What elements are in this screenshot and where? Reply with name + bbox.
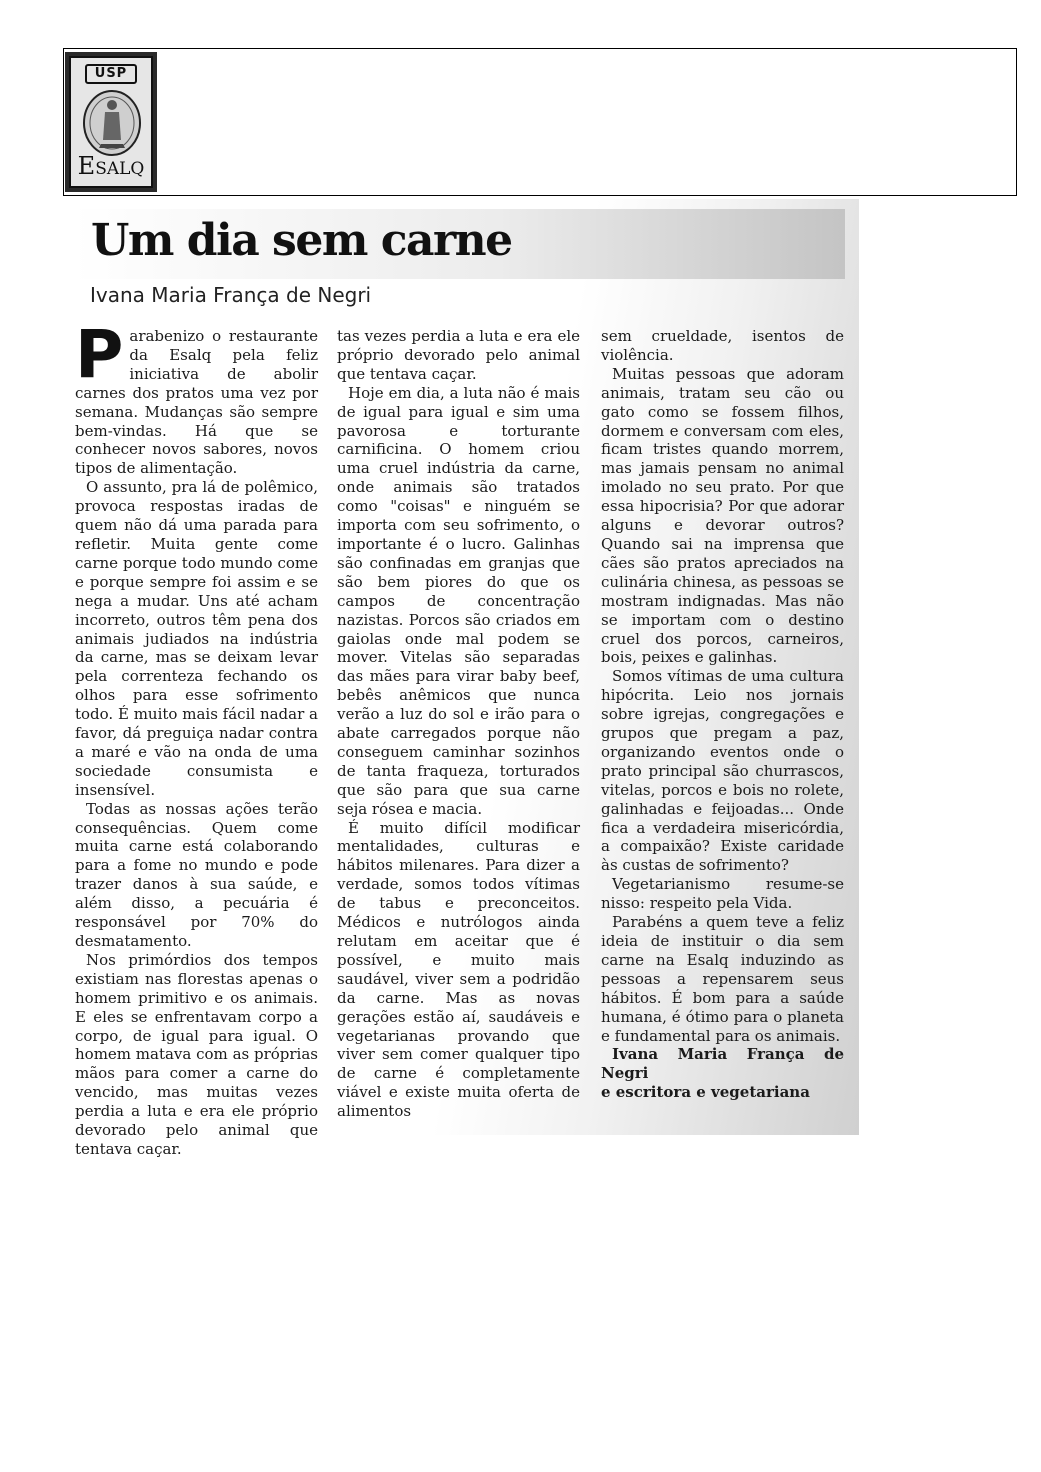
paragraph-continued: tas vezes perdia a luta e era ele próprio devorado pelo animal que tentava caçar. bbox=[337, 327, 580, 383]
article bbox=[73, 199, 859, 1158]
paragraph: O assunto, pra lá de polêmico, provoca respostas iradas de quem não dá uma parada para refletir. Muita gente come carne porque todo mundo come e porque sempre foi assim e se nega a mudar. Uns até acham incorreto, outros têm pena dos animais judiados na indústria da carne, mas se deixam levar pela correnteza fechando os olhos para esse sofrimento todo. É muito mais fácil nadar a favor, dá preguiça nadar contra a maré e vão na onda de uma sociedade consumista e insensível. bbox=[75, 478, 318, 799]
paragraph: Nos primórdios dos tempos existiam nas florestas apenas o homem primitivo e os animais. E eles se enfrentavam corpo a corpo, de igual para igual. O homem matava com as próprias mãos para comer a carne do vencido, mas muitas vezes perdia a luta e era ele próprio devorado pelo animal que tentava caçar. bbox=[75, 950, 318, 1158]
paragraph: Vegetarianismo resume-se nisso: respeito pela Vida. bbox=[601, 875, 844, 913]
article-column-1 bbox=[75, 316, 318, 1158]
article-title: Um dia sem carne bbox=[91, 215, 512, 266]
header-frame bbox=[63, 48, 1017, 196]
article-byline: Ivana Maria França de Negri bbox=[90, 283, 372, 307]
paragraph: É muito difícil modificar mentalidades, culturas e hábitos milenares. Para dizer a verdade, somos todos vítimas de tabus e preconceitos. Médicos e nutrólogos ainda relutam em aceitar que é possível, e muito mais saudável, viver sem a podridão da carne. Mas as novas gerações estão aí, saudáveis e vegetarianas provando que viver sem comer qualquer tipo de carne é completamente viável e existe muita oferta de alimentos bbox=[337, 818, 580, 1121]
paragraph: Hoje em dia, a luta não é mais de igual para igual e sim uma pavorosa e torturante carnificina. O homem criou uma cruel indústria da carne, onde animais são tratados como "coisas" e ninguém se importa com seu sofrimento, o importante é o lucro. Galinhas são confinadas em granjas que são bem piores do que os campos de concentração nazistas. Porcos são criados em gaiolas onde mal podem se mover. Vitelas são separadas das mães para virar baby beef, bebês anêmicos que nunca verão a luz do sol e irão para o abate carregados porque não conseguem caminhar sozinhos de tanta fraqueza, torturados que são para que sua carne seja rósea e macia. bbox=[337, 383, 580, 818]
paragraph-continued: sem crueldade, isentos de violência. bbox=[601, 327, 844, 364]
article-column-3 bbox=[601, 327, 844, 1102]
paragraph: Somos vítimas de uma cultura hipócrita. Leio nos jornais sobre igrejas, congregações e grupos que pregam a paz, organizando eventos onde o prato principal são churrascos, vitelas, porcos e bois no rolete, galinhadas e feijoadas... Onde fica a verdadeira misericórdia, a compaixão? Existe caridade às custas de sofrimento? bbox=[601, 667, 844, 875]
esalq-logo bbox=[65, 52, 157, 192]
paragraph: Muitas pessoas que adoram animais, tratam seu cão ou gato como se fossem filhos, dormem e conversam com eles, ficam tristes quando morrem, mas jamais pensam no animal imolado no seu prato. Por que essa hipocrisia? Por que adorar alguns e devorar outros? Quando sai na imprensa que cães são pratos apreciados na culinária chinesa, as pessoas se mostram indignadas. Mas não se importam com o destino cruel dos porcos, carneiros, bois, peixes e galinhas. bbox=[601, 364, 844, 667]
logo-usp-text: USP bbox=[85, 64, 137, 84]
logo-panel bbox=[69, 56, 153, 188]
lead-paragraph: Parabenizo o restaurante da Esalq pela feliz iniciativa de abolir carnes dos pratos uma vez por semana. Mudanças são sempre bem-vindas. Há que se conhecer novos sabores, novos tipos de alimentação. bbox=[75, 316, 318, 478]
author-signature: Ivana Maria França de Negri e escritora e vegetariana bbox=[601, 1045, 844, 1102]
paragraph: Parabéns a quem teve a feliz ideia de instituir o dia sem carne na Esalq induzindo as pessoas a repensarem seus hábitos. É bom para a saúde humana, é ótimo para o planeta e fundamental para os animais. bbox=[601, 913, 844, 1045]
drop-cap: P bbox=[75, 316, 124, 393]
article-column-2 bbox=[337, 327, 580, 1121]
paragraph: Todas as nossas ações terão consequências. Quem come muita carne está colaborando para a fome no mundo e pode trazer danos à sua saúde, e além disso, a pecuária é responsável por 70% do desmatamento. bbox=[75, 799, 318, 950]
seal-statue-icon bbox=[81, 88, 143, 158]
logo-esalq-text: ESALQ bbox=[77, 152, 145, 180]
